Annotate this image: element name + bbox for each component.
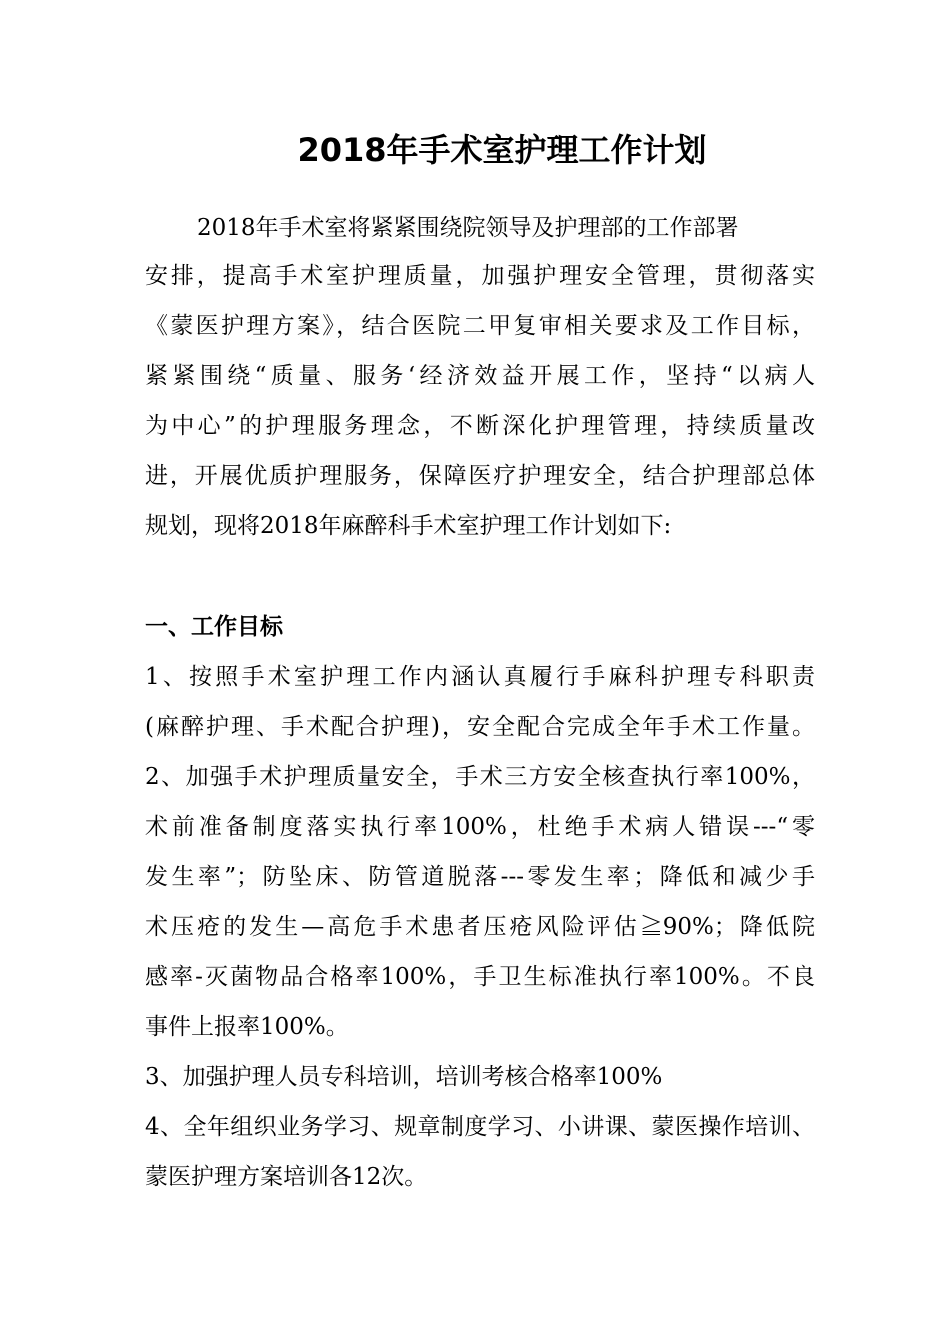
goal-line-3: 2、加强手术护理质量安全，手术三方安全核查执行率100%， (145, 764, 815, 790)
goal-line-9: 3、加强护理人员专科培训，培训考核合格率100% (145, 1064, 663, 1090)
intro-line-6: 进，开展优质护理服务，保障医疗护理安全，结合护理部总体 (145, 463, 815, 489)
document-title: 2018年手术室护理工作计划 (297, 131, 707, 169)
intro-line-4: 紧紧围绕“质量、服务‘经济效益开展工作，坚持“以病人 (145, 363, 815, 389)
goal-line-8: 事件上报率100%。 (145, 1014, 349, 1040)
goal-line-11: 蒙医护理方案培训各12次。 (145, 1164, 428, 1190)
goal-line-6: 术压疮的发生—高危手术患者压疮风险评估≧90%；降低院 (145, 914, 815, 940)
goal-line-7: 感率-灭菌物品合格率100%，手卫生标准执行率100%。不良 (145, 964, 815, 990)
intro-line-3: 《蒙医护理方案》，结合医院二甲复审相关要求及工作目标， (145, 313, 815, 339)
goal-line-4: 术前准备制度落实执行率100%，杜绝手术病人错误---“零 (145, 814, 815, 840)
section-heading: 一、工作目标 (145, 614, 283, 640)
goal-line-5: 发生率”；防坠床、防管道脱落---零发生率；降低和减少手 (145, 864, 815, 890)
goal-line-1: 1、按照手术室护理工作内涵认真履行手麻科护理专科职责 (145, 664, 815, 690)
intro-line-1: 2018年手术室将紧紧围绕院领导及护理部的工作部署 (197, 215, 739, 241)
intro-line-2: 安排，提高手术室护理质量，加强护理安全管理，贯彻落实 (145, 263, 815, 289)
goal-line-2: (麻醉护理、手术配合护理)，安全配合完成全年手术工作量。 (145, 714, 815, 740)
intro-line-7: 规划，现将2018年麻醉科手术室护理工作计划如下: (145, 513, 672, 539)
intro-line-5: 为中心”的护理服务理念，不断深化护理管理，持续质量改 (145, 413, 815, 439)
goal-line-10: 4、全年组织业务学习、规章制度学习、小讲课、蒙医操作培训、 (145, 1114, 815, 1140)
